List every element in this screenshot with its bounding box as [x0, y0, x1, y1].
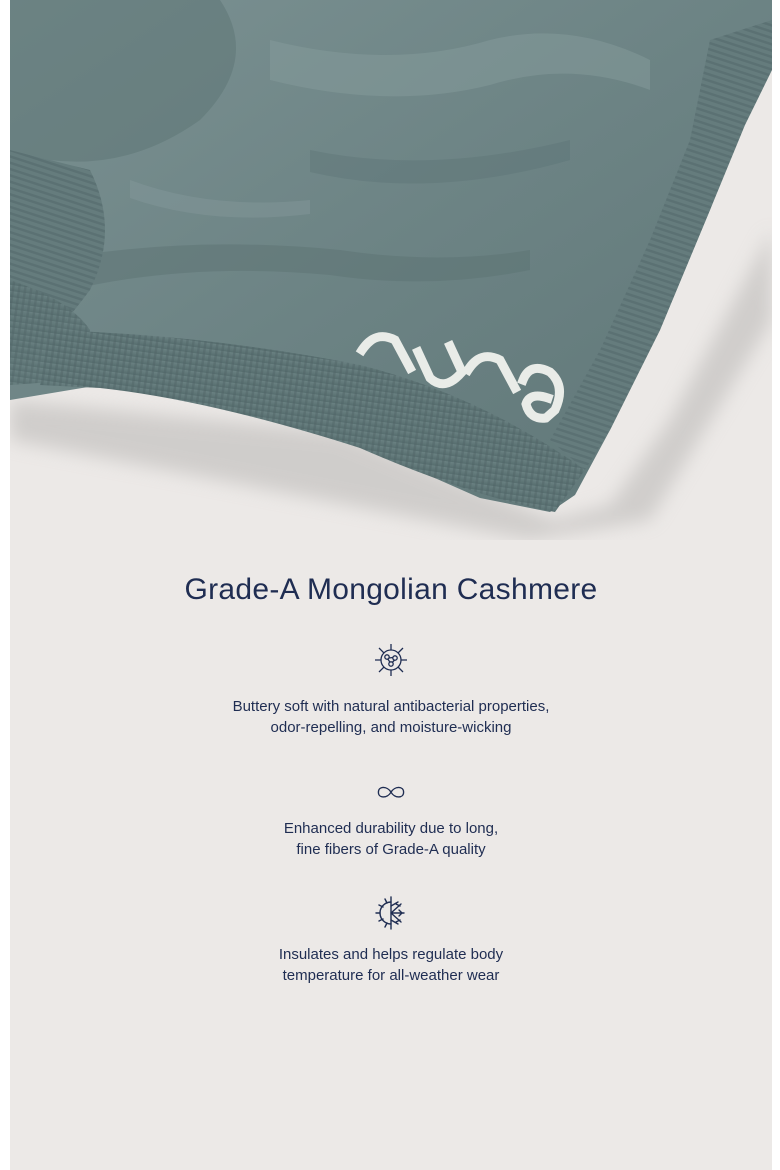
sun-snowflake-icon [371, 893, 411, 933]
feature-insulation-text [10, 944, 772, 986]
feature-antibacterial-text [10, 696, 772, 738]
feature-line: Buttery soft with natural antibacterial properties, [232, 698, 550, 715]
feature-durability [10, 776, 772, 860]
cashmere-blanket-image [10, 0, 772, 540]
feature-line: Insulates and helps regulate body [278, 946, 504, 963]
feature-insulation [10, 893, 772, 986]
infinity-icon [371, 776, 411, 812]
feature-line: fine fibers of Grade-A quality [296, 841, 486, 858]
feature-antibacterial [10, 640, 772, 738]
feature-line: odor-repelling, and moisture-wicking [270, 719, 512, 736]
feature-line: temperature for all-weather wear [282, 967, 500, 984]
feature-line: Enhanced durability due to long, [283, 820, 499, 837]
page-title: Grade-A Mongolian Cashmere [184, 573, 598, 606]
antibacterial-molecule-icon [371, 640, 411, 680]
product-feature-panel [10, 0, 772, 1170]
feature-durability-text [10, 818, 772, 860]
